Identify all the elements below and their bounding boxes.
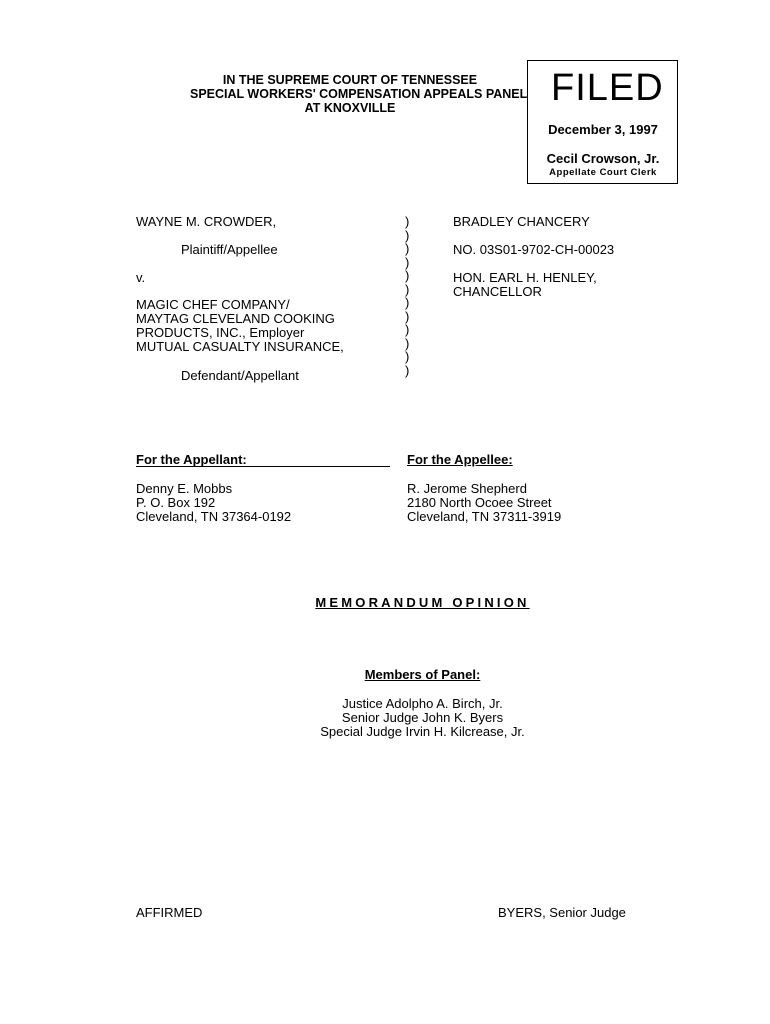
paren: )	[405, 349, 410, 364]
panel-member-3: Special Judge Irvin H. Kilcrease, Jr.	[320, 724, 525, 739]
appellant-heading-rule	[136, 466, 390, 467]
trial-court-name: BRADLEY CHANCERY	[453, 214, 590, 229]
paren: )	[405, 227, 410, 243]
case-number: NO. 03S01-9702-CH-00023	[453, 242, 615, 257]
appellee-counsel-line-2: 2180 North Ocoee Street	[407, 495, 552, 510]
paren: )	[405, 295, 410, 310]
judge-line-2: CHANCELLOR	[453, 284, 542, 299]
court-header	[190, 73, 528, 115]
court-header-line2: SPECIAL WORKERS' COMPENSATION APPEALS PANEL	[190, 87, 528, 101]
clerk-title: Appellate Court Clerk	[549, 167, 657, 178]
paren: )	[405, 335, 410, 351]
appellee-heading: For the Appellee:	[407, 452, 513, 467]
defendant-role: Defendant/Appellant	[181, 368, 299, 383]
defendant-line-2: MAYTAG CLEVELAND COOKING	[136, 311, 335, 326]
judge-line-1: HON. EARL H. HENLEY,	[453, 270, 597, 285]
panel-heading: Members of Panel:	[364, 667, 481, 682]
appellant-counsel-line-3: Cleveland, TN 37364-0192	[136, 509, 292, 524]
plaintiff-role: Plaintiff/Appellee	[181, 242, 278, 257]
paren: )	[405, 214, 410, 229]
appellant-counsel-line-1: Denny E. Mobbs	[136, 481, 233, 496]
filed-stamp-word: FILED	[551, 67, 664, 109]
plaintiff-name: WAYNE M. CROWDER,	[136, 214, 277, 229]
paren: )	[405, 322, 410, 337]
opinion-author: BYERS, Senior Judge	[498, 905, 626, 920]
clerk-name: Cecil Crowson, Jr.	[546, 151, 660, 166]
disposition: AFFIRMED	[136, 905, 203, 920]
defendant-line-3: PRODUCTS, INC., Employer	[136, 325, 305, 340]
appellant-counsel-line-2: P. O. Box 192	[136, 495, 216, 510]
paren: )	[405, 254, 410, 270]
defendant-line-4: MUTUAL CASUALTY INSURANCE,	[136, 339, 344, 354]
paren: )	[405, 308, 410, 324]
appellee-counsel-line-1: R. Jerome Shepherd	[407, 481, 527, 496]
court-header-line3: AT KNOXVILLE	[304, 101, 396, 115]
court-header-line1: IN THE SUPREME COURT OF TENNESSEE	[222, 73, 478, 87]
paren: )	[405, 281, 410, 297]
panel-member-1: Justice Adolpho A. Birch, Jr.	[342, 696, 503, 711]
filed-date: December 3, 1997	[548, 122, 658, 137]
paren: )	[405, 362, 410, 378]
paren: )	[405, 241, 410, 256]
paren: )	[405, 268, 410, 283]
appellee-counsel-line-3: Cleveland, TN 37311-3919	[407, 509, 562, 524]
defendant-line-1: MAGIC CHEF COMPANY/	[136, 297, 290, 312]
caption-parenthesis-column	[405, 215, 409, 377]
panel-member-2: Senior Judge John K. Byers	[341, 710, 504, 725]
versus: v.	[136, 270, 146, 285]
appellant-heading: For the Appellant:	[136, 452, 247, 467]
opinion-title: MEMORANDUM OPINION	[315, 595, 530, 610]
